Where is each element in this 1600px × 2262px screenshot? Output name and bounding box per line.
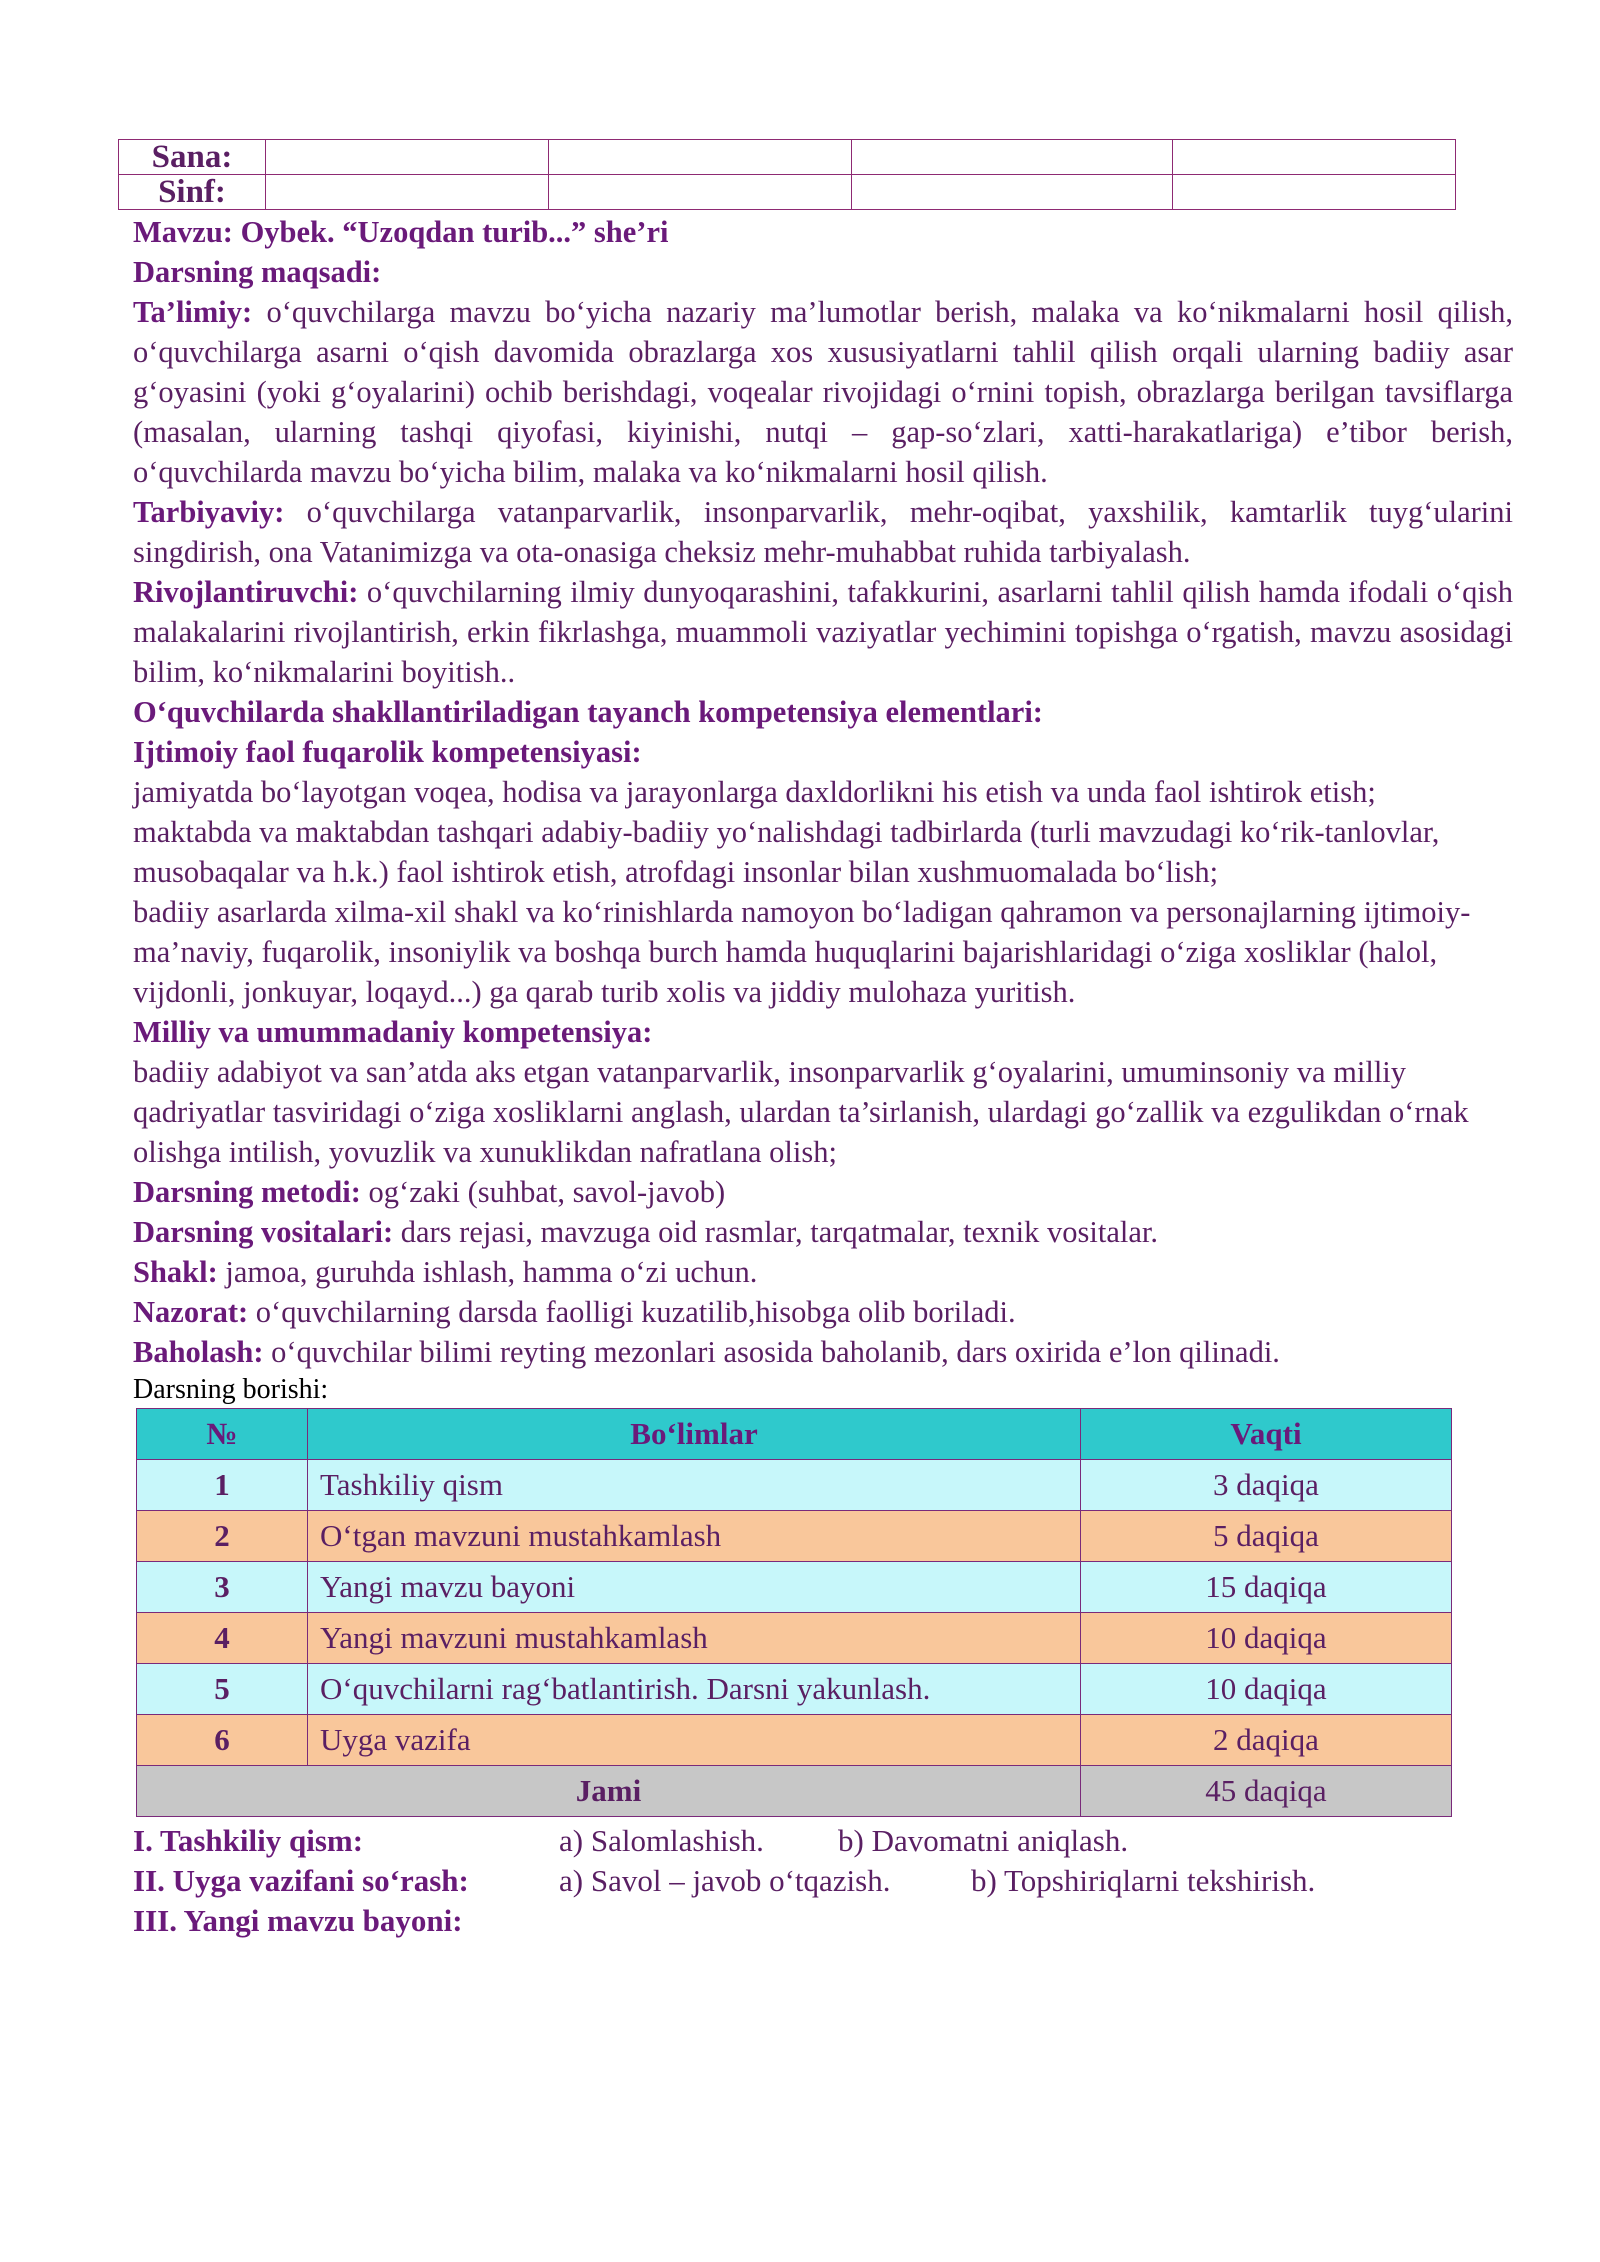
row-section: Uyga vazifa bbox=[308, 1715, 1081, 1766]
row-time: 10 daqiqa bbox=[1081, 1613, 1452, 1664]
table-row bbox=[137, 1460, 1452, 1511]
row-number: 1 bbox=[137, 1460, 308, 1511]
row-time: 3 daqiqa bbox=[1081, 1460, 1452, 1511]
assessment-text: o‘quvchilar bilimi reyting mezonlari asosida baholanib, dars oxirida e’lon qilinadi. bbox=[263, 1335, 1280, 1369]
civic-paragraph-2: maktabda va maktabdan tashqari adabiy-badiiy yo‘nalishdagi tadbirlarda (turli mavzudagi ko‘rik-tanlovlar, musobaqalar va h.k.) faol ishtirok etish, atrofdagi insonlar bilan xushmuomalada bo‘lish; bbox=[133, 815, 1440, 889]
goals-heading: Darsning maqsadi: bbox=[133, 255, 382, 289]
row-time: 2 daqiqa bbox=[1081, 1715, 1452, 1766]
row-section: O‘quvchilarni rag‘batlantirish. Darsni yakunlash. bbox=[308, 1664, 1081, 1715]
row-time: 15 daqiqa bbox=[1081, 1562, 1452, 1613]
competence-heading: O‘quvchilarda shakllantiriladigan tayanch kompetensiya elementlari: bbox=[133, 695, 1043, 729]
table-row bbox=[137, 1715, 1452, 1766]
method-text: og‘zaki (suhbat, savol-javob) bbox=[360, 1175, 726, 1209]
control-line bbox=[133, 1292, 1513, 1332]
stage-step-b: b) Davomatni aniqlash. bbox=[838, 1823, 1129, 1858]
stage-step-a: a) Salomlashish. bbox=[559, 1823, 764, 1858]
assessment-label: Baholash: bbox=[133, 1335, 264, 1369]
total-time: 45 daqiqa bbox=[1081, 1766, 1452, 1817]
sinf-cell bbox=[549, 175, 852, 210]
rivojlantiruvchi-text: o‘quvchilarning ilmiy dunyoqarashini, tafakkurini, asarlarni tahlil qilish hamda ifodali o‘qish malakalarini rivojlantirish, erkin fikrlashga, muammoli vaziyatlar yechimini topishga o‘rgatish, mavzu asosidagi bilim, ko‘nikmalarini boyitish.. bbox=[133, 575, 1513, 689]
rivojlantiruvchi-paragraph bbox=[133, 572, 1513, 692]
sana-label: Sana: bbox=[119, 140, 266, 175]
talimiy-label: Ta’limiy: bbox=[133, 295, 253, 329]
table-row bbox=[137, 1562, 1452, 1613]
row-number: 5 bbox=[137, 1664, 308, 1715]
form-line bbox=[133, 1252, 1513, 1292]
stage-step-a: a) Savol – javob o‘tqazish. bbox=[559, 1863, 891, 1898]
row-section: O‘tgan mavzuni mustahkamlash bbox=[308, 1511, 1081, 1562]
tools-label: Darsning vositalari: bbox=[133, 1215, 394, 1249]
row-section: Yangi mavzuni mustahkamlash bbox=[308, 1613, 1081, 1664]
date-class-table bbox=[118, 139, 1456, 210]
national-paragraph: badiiy adabiyot va san’atda aks etgan vatanparvarlik, insonparvarlik g‘oyalarini, umuminsoniy va milliy qadriyatlar tasviridagi o‘ziga xosliklarni anglash, ulardan ta’sirlanish, ulardagi go‘zallik va ezgulikdan o‘rnak olishga intilish, yovuzlik va xunuklikdan nafratlana olish; bbox=[133, 1055, 1469, 1169]
stage-item bbox=[133, 1901, 1513, 1941]
row-number: 4 bbox=[137, 1613, 308, 1664]
tarbiyaviy-label: Tarbiyaviy: bbox=[133, 495, 285, 529]
sana-row bbox=[119, 140, 1456, 175]
talimiy-paragraph bbox=[133, 292, 1513, 492]
lesson-flow-label: Darsning borishi: bbox=[133, 1374, 329, 1405]
total-label: Jami bbox=[137, 1766, 1081, 1817]
form-text: jamoa, guruhda ishlash, hamma o‘zi uchun. bbox=[217, 1255, 758, 1289]
row-section: Yangi mavzu bayoni bbox=[308, 1562, 1081, 1613]
row-time: 5 daqiqa bbox=[1081, 1511, 1452, 1562]
sinf-cell bbox=[266, 175, 549, 210]
row-number: 3 bbox=[137, 1562, 308, 1613]
sinf-cell bbox=[852, 175, 1173, 210]
control-text: o‘quvchilarning darsda faolligi kuzatilib,hisobga olib boriladi. bbox=[248, 1295, 1016, 1329]
national-heading: Milliy va umummadaniy kompetensiya: bbox=[133, 1015, 653, 1049]
row-number: 2 bbox=[137, 1511, 308, 1562]
stage-step-b: b) Topshiriqlarni tekshirish. bbox=[971, 1863, 1316, 1898]
stage-label: III. Yangi mavzu bayoni: bbox=[133, 1903, 463, 1938]
lesson-plan-body bbox=[133, 212, 1513, 1941]
civic-paragraph-1: jamiyatda bo‘layotgan voqea, hodisa va jarayonlarga daxldorlikni his etish va unda faol ishtirok etish; bbox=[133, 775, 1376, 809]
tarbiyaviy-text: o‘quvchilarga vatanparvarlik, insonparvarlik, mehr-oqibat, yaxshilik, kamtarlik tuyg‘ularini singdirish, ona Vatanimizga va ota-onasiga cheksiz mehr-muhabbat ruhida tarbiyalash. bbox=[133, 495, 1513, 569]
lesson-table-header bbox=[137, 1409, 1452, 1460]
control-label: Nazorat: bbox=[133, 1295, 249, 1329]
sana-cell bbox=[549, 140, 852, 175]
sinf-cell bbox=[1173, 175, 1456, 210]
lesson-stages bbox=[133, 1821, 1513, 1941]
sana-cell bbox=[266, 140, 549, 175]
table-row bbox=[137, 1511, 1452, 1562]
tarbiyaviy-paragraph bbox=[133, 492, 1513, 572]
stage-item bbox=[133, 1861, 1513, 1901]
civic-paragraph-3: badiiy asarlarda xilma-xil shakl va ko‘rinishlarda namoyon bo‘ladigan qahramon va personajlarning ijtimoiy-ma’naviy, fuqarolik, insoniylik va boshqa burch hamda huquqlarini bajarishlaridagi o‘ziga xosliklar (halol, vijdonli, jonkuyar, loqayd...) ga qarab turib xolis va jiddiy mulohaza yuritish. bbox=[133, 895, 1471, 1009]
form-label: Shakl: bbox=[133, 1255, 218, 1289]
topic-title: Mavzu: Oybek. “Uzoqdan turib...” she’ri bbox=[133, 215, 669, 249]
column-header-sections: Bo‘limlar bbox=[308, 1409, 1081, 1460]
column-header-time: Vaqti bbox=[1081, 1409, 1452, 1460]
table-row bbox=[137, 1613, 1452, 1664]
row-section: Tashkiliy qism bbox=[308, 1460, 1081, 1511]
table-row bbox=[137, 1664, 1452, 1715]
stage-label: II. Uyga vazifani so‘rash: bbox=[133, 1863, 469, 1898]
tools-line bbox=[133, 1212, 1513, 1252]
stage-item bbox=[133, 1821, 1513, 1861]
method-line bbox=[133, 1172, 1513, 1212]
sinf-row bbox=[119, 175, 1456, 210]
rivojlantiruvchi-label: Rivojlantiruvchi: bbox=[133, 575, 359, 609]
sana-cell bbox=[1173, 140, 1456, 175]
assessment-line bbox=[133, 1332, 1513, 1372]
row-time: 10 daqiqa bbox=[1081, 1664, 1452, 1715]
column-header-number: № bbox=[137, 1409, 308, 1460]
talimiy-text: o‘quvchilarga mavzu bo‘yicha nazariy ma’lumotlar berish, malaka va ko‘nikmalarni hosil qilish, o‘quvchilarga asarni o‘qish davomida obrazlarga xos xususiyatlarni tahlil qilish orqali ularning badiiy asar g‘oyasini (yoki g‘oyalarini) ochib berishdagi, voqealar rivojidagi o‘rnini topish, obrazlarga berilgan tavsiflarga (masalan, ularning tashqi qiyofasi, kiyinishi, nutqi – gap-so‘zlari, xatti-harakatlariga) e’tibor berish, o‘quvchilarda mavzu bo‘yicha bilim, malaka va ko‘nikmalarni hosil qilish. bbox=[133, 295, 1513, 489]
sana-cell bbox=[852, 140, 1173, 175]
tools-text: dars rejasi, mavzuga oid rasmlar, tarqatmalar, texnik vositalar. bbox=[393, 1215, 1158, 1249]
total-row bbox=[137, 1766, 1452, 1817]
stage-label: I. Tashkiliy qism: bbox=[133, 1823, 364, 1858]
method-label: Darsning metodi: bbox=[133, 1175, 361, 1209]
civic-heading: Ijtimoiy faol fuqarolik kompetensiyasi: bbox=[133, 735, 642, 769]
sinf-label: Sinf: bbox=[119, 175, 266, 210]
row-number: 6 bbox=[137, 1715, 308, 1766]
lesson-table bbox=[136, 1408, 1452, 1817]
